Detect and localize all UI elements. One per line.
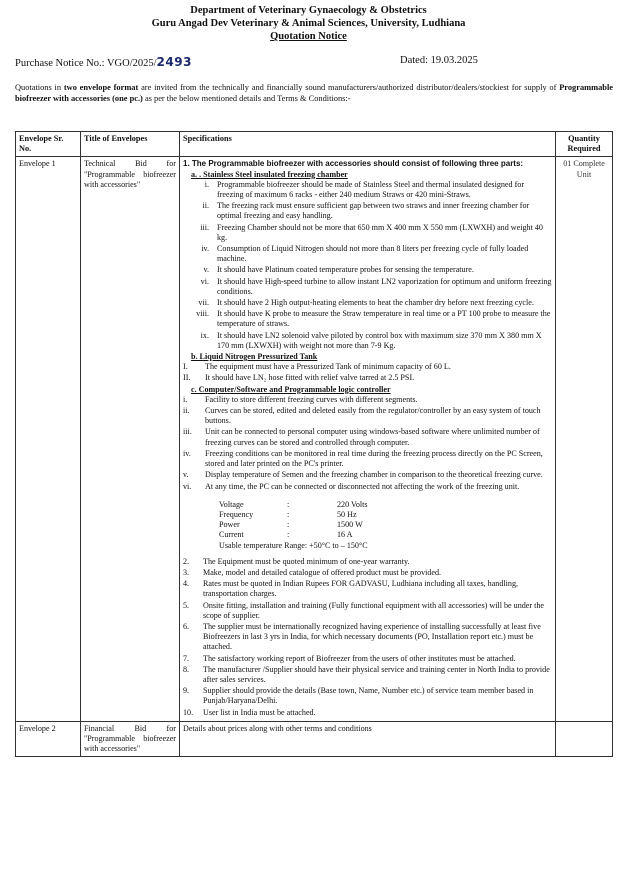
electrical-row xyxy=(219,530,552,540)
handwritten-notice-number: 2493 xyxy=(156,55,192,69)
header-quantity: Quantity Required xyxy=(556,132,613,157)
department-heading: Department of Veterinary Gynaecology & Obstetrics xyxy=(190,5,427,16)
spec-intro: 1. The Programmable biofreezer with accessories should consist of following three parts: xyxy=(183,159,524,169)
header-envelope-sr: Envelope Sr. No. xyxy=(16,132,81,157)
item-text: The Equipment must be quoted minimum of one-year warranty. xyxy=(203,556,410,566)
item-text: Display temperature of Semen and the freezing chamber in comparison to the theoretical freezing curve. xyxy=(205,470,543,480)
intro-text: as per the below mentioned details and Terms & Conditions:- xyxy=(142,94,351,103)
list-item xyxy=(183,470,552,480)
section-a-heading: a. . Stainless Steel insulated freezing chamber xyxy=(191,169,348,179)
header-title: Title of Envelopes xyxy=(81,132,180,157)
notice-date: Dated: 19.03.2025 xyxy=(400,55,478,66)
electrical-key: Power xyxy=(219,520,240,530)
list-item xyxy=(183,427,552,447)
list-item xyxy=(183,180,552,200)
list-item xyxy=(183,406,552,426)
intro-text: Quotations in xyxy=(15,83,64,92)
list-item xyxy=(183,265,552,275)
purchase-notice-label: Purchase Notice No.: VGO/2025/ xyxy=(15,58,157,69)
item-number: iii. xyxy=(183,427,192,437)
item-text: Onsite fitting, installation and training (Fully functional equipment with all accessories) will be under the scope of supplier. xyxy=(203,600,544,620)
list-item xyxy=(183,579,552,599)
list-item xyxy=(183,686,552,706)
list-item xyxy=(183,482,552,492)
item-text: It should have 2 High output-heating elements to heat the chamber dry before next freezing cycle. xyxy=(217,298,534,308)
list-item xyxy=(183,557,552,567)
item-number: 7. xyxy=(183,653,190,663)
electrical-separator: : xyxy=(287,499,290,509)
header-specifications: Specifications xyxy=(180,132,556,157)
item-text: Facility to store different freezing curves with different segments. xyxy=(205,394,418,404)
table-header-row xyxy=(16,132,613,157)
intro-paragraph xyxy=(15,82,613,104)
university-heading: Guru Angad Dev Veterinary & Animal Sciences, University, Ludhiana xyxy=(151,18,466,29)
notice-title: Quotation Notice xyxy=(270,31,347,42)
list-item xyxy=(183,568,552,578)
list-item xyxy=(183,373,552,383)
intro-bold-format: two envelope format xyxy=(63,83,139,92)
item-number: 2. xyxy=(183,556,190,566)
electrical-specs xyxy=(219,500,552,551)
item-number: i. xyxy=(204,179,209,189)
item-number: viii. xyxy=(196,309,209,319)
item-number: i. xyxy=(183,394,188,404)
item-number: v. xyxy=(203,265,209,275)
item-number: vi. xyxy=(183,481,192,491)
list-item xyxy=(183,601,552,621)
item-text: It should have High-speed turbine to allow instant LN2 vaporization for optimum and uniform freezing conditions. xyxy=(217,276,552,296)
electrical-value: 1500 W xyxy=(337,520,363,530)
item-text: Rates must be quoted in Indian Rupees FOR GADVASU, Ludhiana including all taxes, handling, transportation charges. xyxy=(203,579,519,599)
item-number: iv. xyxy=(183,448,191,458)
envelope-1-sr: Envelope 1 xyxy=(16,157,81,721)
item-text: Freezing conditions can be monitored in real time during the freezing process directly on the PC Screen, stored and later printed on the PC's printer. xyxy=(205,448,543,469)
section-b-heading: b. Liquid Nitrogen Pressurized Tank xyxy=(191,352,318,362)
item-text: At any time, the PC can be connected or disconnected not affecting the work of the freezing unit. xyxy=(205,481,520,491)
item-number: 10. xyxy=(183,707,194,717)
electrical-row xyxy=(219,500,552,510)
electrical-key: Voltage xyxy=(219,499,244,509)
list-item xyxy=(183,362,552,372)
list-item xyxy=(183,331,552,351)
list-item xyxy=(183,223,552,243)
electrical-row xyxy=(219,510,552,520)
list-item xyxy=(183,277,552,297)
envelope-2-title: Financial Bid for "Programmable biofreezer with accessories" xyxy=(81,721,180,757)
list-item xyxy=(183,622,552,653)
list-item xyxy=(183,654,552,664)
envelope-2-quantity xyxy=(556,721,613,757)
item-number: 3. xyxy=(183,567,190,577)
section-c-heading: c. Computer/Software and Programmable logic controller xyxy=(191,384,391,394)
intro-bold-item: Programmable biofreezer with accessories (one pc.) xyxy=(15,83,613,103)
item-number: iv. xyxy=(201,244,209,254)
electrical-rows xyxy=(219,500,552,541)
item-text: The freezing rack must ensure sufficient gap between two straws and inner freezing chamber for optimal freezing and easy handling. xyxy=(217,201,530,221)
section-b-list xyxy=(183,362,552,383)
item-text: Curves can be stored, edited and deleted easily from the regulator/controller by an easy system of touch buttons. xyxy=(205,406,541,426)
item-number: II. xyxy=(183,373,191,383)
item-text: Supplier should provide the details (Base town, Name, Number etc.) of service team member based in Punjab/Haryana/Delhi. xyxy=(203,686,534,706)
item-text: The manufacturer /Supplier should have their physical service and training center in North India to provide after sales services. xyxy=(203,664,550,684)
envelope-1-title: Technical Bid for "Programmable biofreezer with accessories" xyxy=(81,157,180,721)
item-number: 9. xyxy=(183,686,190,696)
electrical-row xyxy=(219,520,552,530)
item-text: Programmable biofreezer should be made of Stainless Steel and thermal insulated designed for freezing of maximum 6 racks - either 240 medium Straws or 420 mini-Straws. xyxy=(217,179,525,200)
envelope-1-quantity: 01 Complete Unit xyxy=(556,157,613,721)
electrical-separator: : xyxy=(287,520,290,530)
item-number: ii. xyxy=(202,201,209,211)
item-text: User list in India must be attached. xyxy=(203,707,316,717)
electrical-separator: : xyxy=(287,509,290,519)
envelope-2-specifications: Details about prices along with other terms and conditions xyxy=(180,721,556,757)
item-number: ii. xyxy=(183,406,190,416)
item-text: The equipment must have a Pressurized Tank of minimum capacity of 60 L. xyxy=(205,362,451,372)
table-row-envelope-1 xyxy=(16,157,613,721)
item-text: It should have Platinum coated temperature probes for sensing the temperature. xyxy=(217,265,474,275)
item-number: 4. xyxy=(183,579,190,589)
electrical-value: 16 A xyxy=(337,530,353,540)
electrical-key: Current xyxy=(219,530,244,540)
list-item xyxy=(183,309,552,329)
envelope-2-sr: Envelope 2 xyxy=(16,721,81,757)
item-number: I. xyxy=(183,362,188,372)
item-number: 6. xyxy=(183,621,190,631)
list-item xyxy=(183,395,552,405)
item-text: Freezing Chamber should not be more that 650 mm X 400 mm X 550 mm (LXWXH) and weight 40 kg. xyxy=(217,222,543,242)
intro-text: are invited from the technically and financially sound manufacturers/authorized distributor/dealers/stockiest for supply of xyxy=(138,83,560,92)
item-text: Make, model and detailed catalogue of offered product must be provided. xyxy=(203,567,442,577)
item-number: 5. xyxy=(183,600,190,610)
section-a-list xyxy=(183,180,552,351)
item-text: It should have LN₂ hose fitted with relief valve tarred at 2.5 PSI. xyxy=(205,373,415,383)
item-number: v. xyxy=(183,470,189,480)
item-text: It should have LN2 solenoid valve piloted by control box with maximum size 370 mm X 380 mm X 170 mm (LXWXH) with weight not more than 7-9 Kg. xyxy=(217,330,542,350)
item-number: iii. xyxy=(200,222,209,232)
electrical-value: 50 Hz xyxy=(337,509,357,519)
list-item xyxy=(183,665,552,685)
item-text: The satisfactory working report of Biofreezer from the users of other institutes must be attached. xyxy=(203,653,516,663)
table-row-envelope-2 xyxy=(16,721,613,757)
item-text: The supplier must be internationally recognized having experience of installing successfully at least five Biofreezers in last 3 yrs in India, for which necessary documents (PO, Installation report etc.) must be attached. xyxy=(203,621,541,652)
electrical-separator: : xyxy=(287,530,290,540)
item-number: 8. xyxy=(183,664,190,674)
electrical-key: Frequency xyxy=(219,509,254,519)
item-text: Unit can be connected to personal computer using windows-based software where unlimited number of freezing curves can be stored and controlled through computer. xyxy=(205,427,540,447)
item-number: vii. xyxy=(198,298,209,308)
item-text: Consumption of Liquid Nitrogen should not more than 8 liters per freezing cycle of fully loaded machine. xyxy=(217,244,529,264)
electrical-value: 220 Volts xyxy=(337,499,368,509)
list-item xyxy=(183,244,552,264)
general-terms-list xyxy=(183,557,552,718)
envelope-1-specifications xyxy=(180,157,556,721)
list-item xyxy=(183,449,552,469)
purchase-notice-number xyxy=(15,55,192,69)
specification-table xyxy=(15,131,613,757)
list-item xyxy=(183,298,552,308)
section-c-list xyxy=(183,395,552,492)
list-item xyxy=(183,708,552,718)
temperature-range: Usable temperature Range: +50°C to – 150°C xyxy=(219,540,368,550)
item-text: It should have K probe to measure the Straw temperature in real time or a PT 100 probe to measure the temperature of straws. xyxy=(217,309,551,329)
item-number: ix. xyxy=(200,330,209,340)
list-item xyxy=(183,201,552,221)
item-number: vi. xyxy=(200,276,209,286)
